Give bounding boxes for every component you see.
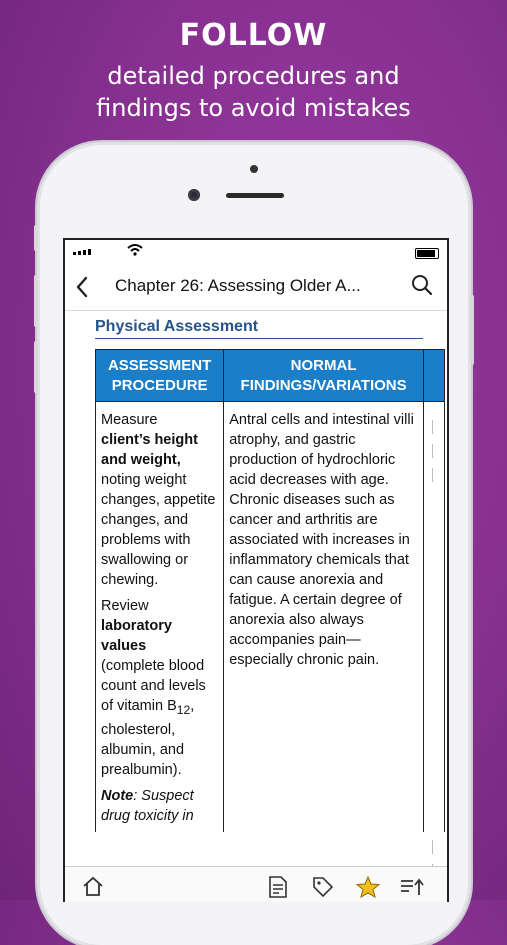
promo-subline-2: findings to avoid mistakes (96, 94, 411, 122)
wifi-icon (127, 244, 143, 256)
procedure-cell: Measure client’s height and weight, noting weight changes, appetite changes, and problems with swallowing or chewing. Review laboratory values (complete blood count and levels of vitamin $B_{12}$, cholesterol, albumin, and prealbumin). Note: Suspect drug toxicity in (96, 404, 224, 832)
promo-headline: FOLLOW (179, 18, 328, 53)
cellular-signal-icon (73, 249, 91, 255)
chevron-left-icon[interactable] (75, 276, 89, 298)
earpiece-speaker (226, 193, 284, 198)
star-icon[interactable] (355, 875, 381, 899)
table-row (96, 404, 445, 832)
table-header-row (96, 350, 445, 402)
chapter-content (95, 318, 447, 866)
promo-subline (0, 60, 507, 124)
column-header-procedure: ASSESSMENT PROCEDURE (96, 350, 224, 402)
mute-switch (34, 225, 38, 251)
bottom-toolbar (65, 866, 447, 902)
column-header-findings: NORMAL FINDINGS/VARIATIONS (224, 350, 424, 402)
assessment-table (95, 349, 445, 832)
status-bar (65, 240, 447, 262)
notes-icon[interactable] (267, 875, 289, 899)
front-camera-icon (250, 165, 258, 173)
nav-bar (65, 262, 447, 311)
home-icon[interactable] (81, 875, 105, 897)
column-header-clipped (423, 350, 444, 402)
chapter-title: Chapter 26: Assessing Older A... (115, 276, 361, 295)
sensor-icon (188, 189, 200, 201)
volume-down-button (34, 341, 38, 393)
findings-cell: Antral cells and intestinal villi atrophy, and gastric production of hydrochloric acid decreases with age. Chronic diseases such as cancer and arthritis are associated with increases in inflammatory chemicals that can cause anorexia and fatigue. A certain degree of anorexia also always accompanies pain—especially chronic pain. (224, 404, 424, 832)
power-button (470, 295, 474, 365)
clipped-column-cell (423, 404, 444, 832)
promo-subline-1: detailed procedures and (107, 62, 400, 90)
tag-icon[interactable] (311, 875, 335, 899)
search-icon[interactable] (411, 274, 433, 296)
app-screen (63, 238, 449, 902)
history-icon[interactable] (399, 875, 427, 899)
section-heading: Physical Assessment (95, 318, 423, 339)
volume-up-button (34, 275, 38, 327)
battery-icon (415, 248, 439, 259)
